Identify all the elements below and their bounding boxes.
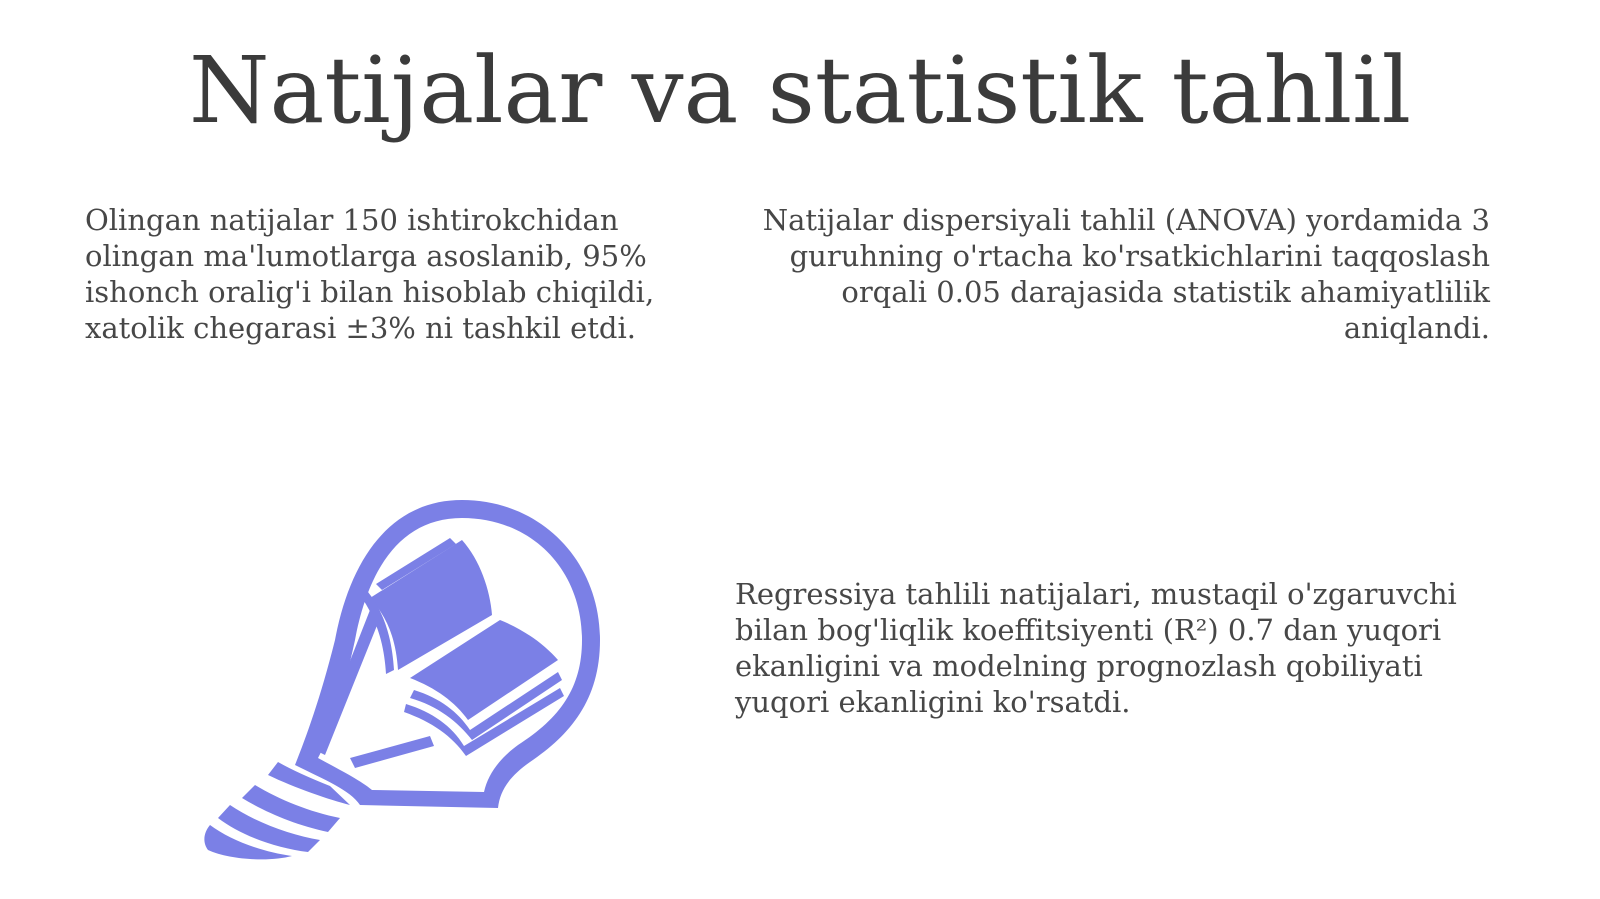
regression-paragraph: Regressiya tahlili natijalari, mustaqil o'zgaruvchi bilan bog'liqlik koeffitsiyenti (R²) 0.7 dan yuqori ekanligini va modelning prognozlash qobiliyati yuqori ekanligini ko'rsatdi. (735, 577, 1457, 719)
slide-title: Natijalar va statistik tahlil (188, 37, 1412, 144)
anova-paragraph: Natijalar dispersiyali tahlil (ANOVA) yordamida 3 guruhning o'rtacha ko'rsatkichlarini taqqoslash orqali 0.05 darajasida statistik ahamiyatlilik aniqlandi. (762, 203, 1490, 345)
lightbulb-book-icon (200, 500, 620, 860)
results-paragraph: Olingan natijalar 150 ishtirokchidan olingan ma'lumotlarga asoslanib, 95% ishonch oralig'i bilan hisoblab chiqildi, xatolik chegarasi ±3% ni tashkil etdi. (85, 203, 655, 345)
